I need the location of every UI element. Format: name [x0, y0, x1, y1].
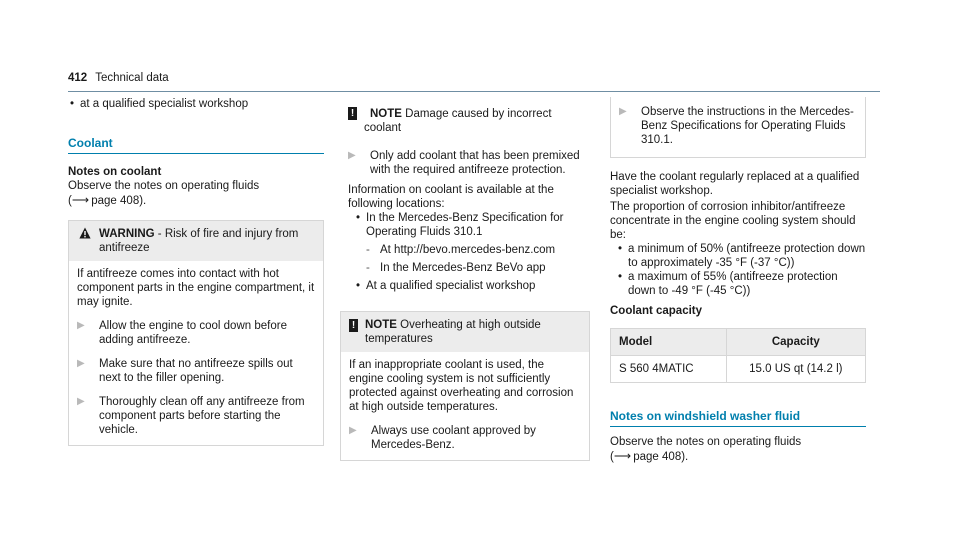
arrow-right-icon: ▶: [619, 106, 627, 117]
note-exclamation-icon: !: [349, 319, 358, 332]
warning-triangle-icon: [79, 227, 91, 239]
step-text: Observe the instructions in the Mercedes-Benz Specifications for Operating Fluids 310.1.: [641, 106, 854, 146]
column-1: [68, 97, 324, 446]
reference-arrow-icon: ⟶: [613, 449, 631, 463]
washer-text: Observe the notes on operating fluids (⟶ page 408).: [610, 436, 802, 463]
step-text: Thoroughly clean off any antifreeze from component parts before starting the vehicle.: [99, 396, 305, 436]
page-header: [68, 71, 880, 92]
column-header-capacity: Capacity: [726, 329, 865, 356]
table-header-row: [611, 329, 866, 356]
warning-body: [69, 261, 323, 445]
arrow-right-icon: ▶: [77, 396, 85, 407]
section-title-coolant: Coolant: [68, 136, 324, 154]
header-section: Technical data: [95, 72, 169, 84]
table-row: [611, 356, 866, 383]
proportion-paragraph: The proportion of corrosion inhibitor/antifreeze concentrate in the engine cooling system should be:: [610, 201, 856, 241]
note-incorrect-coolant: [340, 107, 590, 293]
arrow-right-icon: ▶: [77, 320, 85, 331]
notes-text: Observe the notes on operating fluids (⟶ page 408).: [68, 180, 260, 207]
column-3: [610, 97, 866, 464]
capacity-title: Coolant capacity: [610, 305, 703, 317]
list-item: • At a qualified specialist workshop: [354, 279, 590, 293]
table-cell-capacity: 15.0 US qt (14.2 l): [726, 356, 865, 383]
note-body: [341, 352, 589, 460]
list-item: • a minimum of 50% (antifreeze protection down to approximately -35 °F (-37 °C)): [616, 242, 866, 270]
notes-ref[interactable]: page 408).: [91, 195, 147, 207]
note-label: NOTE: [365, 319, 397, 331]
section-title-washer-fluid: Notes on windshield washer fluid: [610, 409, 866, 427]
warning-label: WARNING: [99, 228, 155, 240]
note-title: Overheating at high outside temperatures: [365, 319, 541, 345]
warning-step-3: [77, 395, 315, 437]
list-item: • at a qualified specialist workshop: [68, 97, 324, 111]
note-step: [349, 424, 581, 452]
replace-paragraph: Have the coolant regularly replaced at a qualified specialist workshop.: [610, 171, 860, 197]
warning-title: - Risk of fire and injury from antifreeze: [99, 228, 299, 254]
note-label: NOTE: [370, 108, 402, 120]
warning-text: If antifreeze comes into contact with hot component parts in the engine compartment, it may ignite.: [77, 268, 315, 308]
notes-title: Notes on coolant: [68, 166, 162, 178]
note-overheating-box: [340, 311, 590, 461]
step-text: Only add coolant that has been premixed with the required antifreeze protection.: [370, 150, 580, 176]
washer-text-body: Observe the notes on operating fluids: [610, 436, 802, 448]
sub-list-item[interactable]: - At http://bevo.mercedes-benz.com: [354, 243, 590, 257]
note-info: Information on coolant is available at the following locations:: [348, 184, 554, 210]
page-number: 412: [68, 72, 88, 84]
list-item: • a maximum of 55% (antifreeze protection down to -49 °F (-45 °C)): [616, 270, 866, 298]
arrow-right-icon: ▶: [77, 358, 85, 369]
washer-ref[interactable]: page 408).: [633, 451, 689, 463]
warning-box: [68, 220, 324, 446]
arrow-right-icon: ▶: [349, 425, 357, 436]
note-header: [348, 107, 590, 135]
continued-note-box: [610, 97, 866, 158]
note-step: [348, 149, 590, 177]
warning-header: [69, 221, 323, 261]
warning-step-1: [77, 319, 315, 347]
note-title: Damage caused by incorrect coolant: [364, 108, 552, 134]
note-text: If an inappropriate coolant is used, the engine cooling system is not sufficiently protected against overheating and corrosion at high outside temperatures.: [349, 359, 574, 413]
sub-list-item: - In the Mercedes-Benz BeVo app: [354, 261, 590, 275]
column-header-model: Model: [611, 329, 727, 356]
note-exclamation-icon: !: [348, 107, 357, 120]
notes-text-body: Observe the notes on operating fluids: [68, 180, 260, 192]
list-item: • In the Mercedes-Benz Specification for Operating Fluids 310.1: [354, 211, 590, 239]
step-text: Make sure that no antifreeze spills out next to the filler opening.: [99, 358, 293, 384]
step-text: Always use coolant approved by Mercedes-Benz.: [371, 425, 536, 451]
arrow-right-icon: ▶: [348, 150, 356, 161]
note-header: [341, 312, 589, 352]
warning-step-2: [77, 357, 315, 385]
step-text: Allow the engine to cool down before adding antifreeze.: [99, 320, 287, 346]
column-2: [340, 97, 590, 461]
note-step: [619, 105, 857, 147]
capacity-table: [610, 328, 866, 383]
reference-arrow-icon: ⟶: [71, 193, 89, 207]
table-cell-model: S 560 4MATIC: [611, 356, 727, 383]
